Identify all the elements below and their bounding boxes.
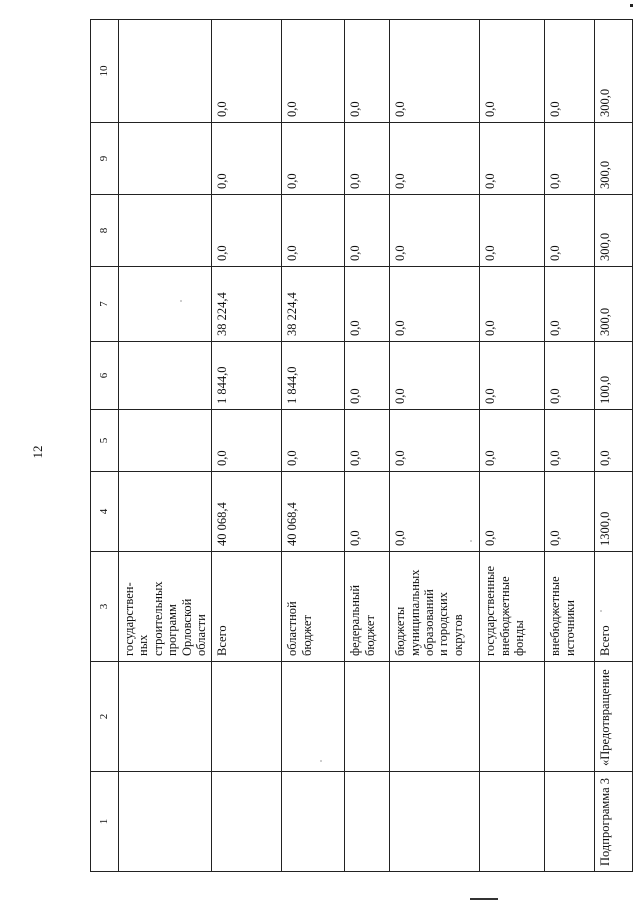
- table-cell: 40 068,4: [282, 472, 345, 552]
- table-cell: [390, 772, 480, 872]
- table-cell: 0,0: [480, 20, 545, 123]
- table-cell: 100,0: [595, 342, 633, 410]
- table-cell: 0,0: [480, 123, 545, 195]
- table-cell: 0,0: [282, 410, 345, 472]
- table-cell: [282, 662, 345, 772]
- table-cell: 0,0: [345, 123, 390, 195]
- table-row: [480, 20, 545, 872]
- scan-dash: [470, 898, 498, 900]
- table-cell: 0,0: [212, 410, 282, 472]
- table-cell: [345, 772, 390, 872]
- table-cell: Всего: [595, 552, 633, 662]
- table-cell: [212, 772, 282, 872]
- table-cell: 0,0: [545, 410, 595, 472]
- column-number-10: 10: [91, 20, 119, 123]
- table-cell: областной бюджет: [282, 552, 345, 662]
- table-cell: 0,0: [345, 472, 390, 552]
- table-cell: внебюджетные источники: [545, 552, 595, 662]
- table-cell: 40 068,4: [212, 472, 282, 552]
- table-row: [282, 20, 345, 872]
- table-cell: [390, 662, 480, 772]
- funding-table: [90, 19, 633, 872]
- table-row: [390, 20, 480, 872]
- page-number: 12: [30, 445, 45, 459]
- table-cell: 300,0: [595, 123, 633, 195]
- table-cell: 0,0: [390, 342, 480, 410]
- table-cell: 0,0: [480, 195, 545, 267]
- table-cell: 300,0: [595, 267, 633, 342]
- table-cell: 0,0: [545, 472, 595, 552]
- column-number-9: 9: [91, 123, 119, 195]
- table-cell: [119, 123, 212, 195]
- table-cell: государствен- ных строительных программ Орловской области: [119, 552, 212, 662]
- table-cell: 0,0: [390, 195, 480, 267]
- table-cell: 0,0: [212, 123, 282, 195]
- table-cell: [119, 267, 212, 342]
- table-cell: 0,0: [480, 267, 545, 342]
- table-cell: [480, 772, 545, 872]
- table-cell: 0,0: [480, 342, 545, 410]
- table-cell: 0,0: [345, 267, 390, 342]
- table-row: [119, 20, 212, 872]
- column-number-6: 6: [91, 342, 119, 410]
- table-cell: 0,0: [282, 20, 345, 123]
- table-cell: 1300,0: [595, 472, 633, 552]
- table-cell: [119, 472, 212, 552]
- table-cell: 38 224,4: [282, 267, 345, 342]
- table-cell: 1 844,0: [212, 342, 282, 410]
- table-row: [595, 20, 633, 872]
- column-number-3: 3: [91, 552, 119, 662]
- table-cell: 0,0: [282, 195, 345, 267]
- table-cell: Всего: [212, 552, 282, 662]
- table-cell: 0,0: [480, 472, 545, 552]
- table-cell: [545, 662, 595, 772]
- table-cell: [282, 772, 345, 872]
- table-cell: [212, 662, 282, 772]
- table-cell: 0,0: [212, 20, 282, 123]
- table-cell: 0,0: [545, 342, 595, 410]
- column-number-5: 5: [91, 410, 119, 472]
- table-cell: [119, 195, 212, 267]
- table-cell: [480, 662, 545, 772]
- table-cell: государственные внебюджетные фонды: [480, 552, 545, 662]
- table-cell: 0,0: [390, 472, 480, 552]
- table-cell: [119, 662, 212, 772]
- column-number-4: 4: [91, 472, 119, 552]
- table-cell: [119, 20, 212, 123]
- table-cell: 0,0: [345, 20, 390, 123]
- scan-speck: [470, 540, 472, 542]
- table-cell: 0,0: [282, 123, 345, 195]
- table-cell: 1 844,0: [282, 342, 345, 410]
- table-cell: 0,0: [545, 195, 595, 267]
- table-cell: бюджеты муниципальных образований и городских округов: [390, 552, 480, 662]
- table-cell: [119, 410, 212, 472]
- table-cell: 0,0: [345, 342, 390, 410]
- table-cell: 300,0: [595, 195, 633, 267]
- scan-corner-mark: [630, 4, 633, 7]
- table-cell: 0,0: [390, 410, 480, 472]
- table-cell: 0,0: [595, 410, 633, 472]
- table-cell: «Предотвращение: [595, 662, 633, 772]
- column-number-1: 1: [91, 772, 119, 872]
- table-cell: [345, 662, 390, 772]
- table-cell: 300,0: [595, 20, 633, 123]
- scan-speck: [180, 300, 182, 302]
- table-body: [91, 20, 633, 872]
- scan-speck: [320, 760, 322, 762]
- table-cell: федеральный бюджет: [345, 552, 390, 662]
- table-cell: [545, 772, 595, 872]
- table-cell: Подпрограмма 3: [595, 772, 633, 872]
- table-cell: 0,0: [545, 123, 595, 195]
- table-cell: 0,0: [212, 195, 282, 267]
- column-number-7: 7: [91, 267, 119, 342]
- table-cell: 0,0: [480, 410, 545, 472]
- header-row: [91, 20, 119, 872]
- rotated-table-container: [90, 20, 613, 872]
- scan-speck: [600, 610, 602, 612]
- table-cell: 0,0: [545, 20, 595, 123]
- table-cell: 0,0: [545, 267, 595, 342]
- table-cell: 38 224,4: [212, 267, 282, 342]
- column-number-2: 2: [91, 662, 119, 772]
- table-cell: 0,0: [390, 20, 480, 123]
- table-cell: [119, 342, 212, 410]
- table-cell: 0,0: [390, 267, 480, 342]
- table-cell: 0,0: [345, 410, 390, 472]
- table-row: [545, 20, 595, 872]
- table-cell: 0,0: [345, 195, 390, 267]
- table-row: [212, 20, 282, 872]
- table-cell: [119, 772, 212, 872]
- column-number-8: 8: [91, 195, 119, 267]
- table-cell: 0,0: [390, 123, 480, 195]
- table-row: [345, 20, 390, 872]
